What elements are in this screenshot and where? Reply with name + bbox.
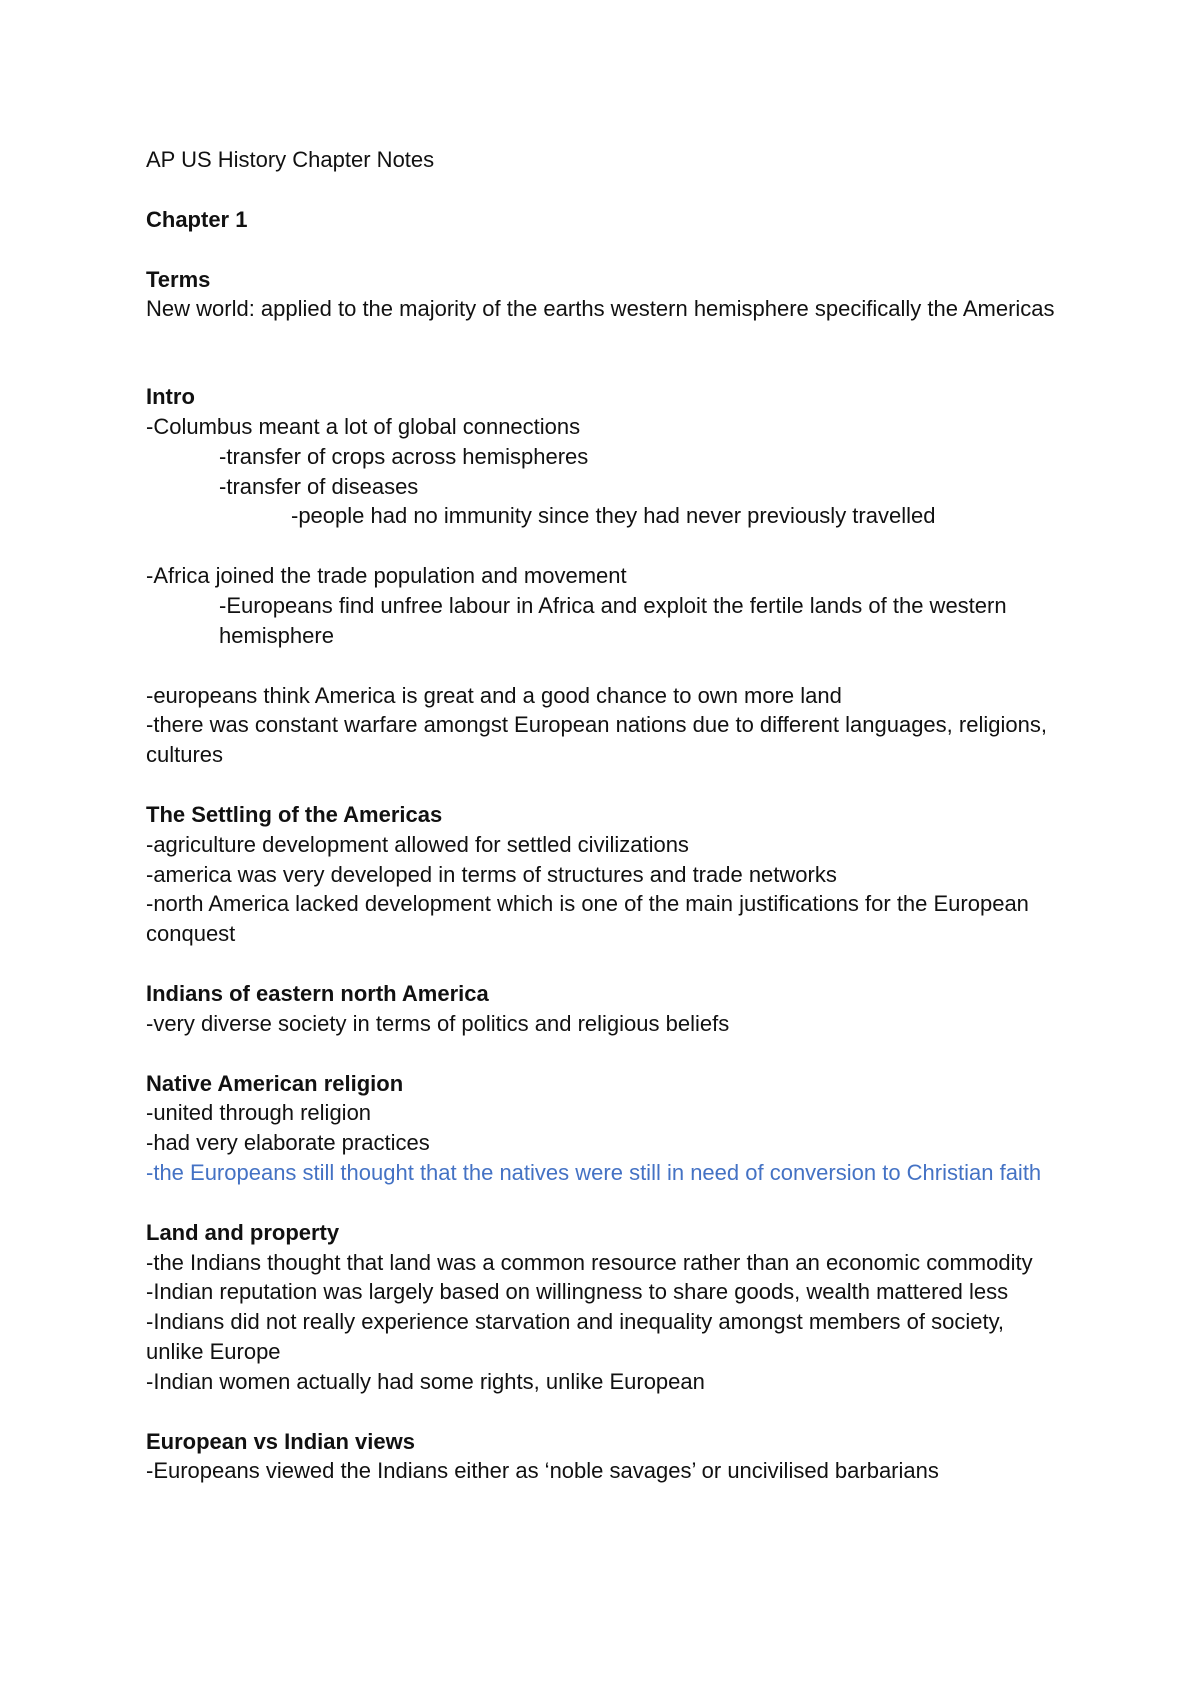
intro-heading: Intro (146, 384, 195, 410)
settling-item: -america was very developed in terms of structures and trade networks (146, 861, 837, 887)
document-page (146, 145, 1066, 1486)
land-item: -Indians did not really experience starvation and inequality amongst members of society, unlike Europe (146, 1309, 1005, 1364)
religion-item: -united through religion (146, 1100, 372, 1126)
intro-subline: -transfer of diseases (219, 473, 419, 499)
intro-line: -Africa joined the trade population and movement (146, 563, 627, 589)
terms-text: New world: applied to the majority of the earths western hemisphere specifically the Americas (146, 296, 1055, 322)
land-item: -the Indians thought that land was a common resource rather than an economic commodity (146, 1249, 1033, 1275)
intro-subline: -Europeans find unfree labour in Africa and exploit the fertile lands of the western hemisphere (219, 592, 1007, 648)
religion-item: -had very elaborate practices (146, 1130, 430, 1156)
views-heading: European vs Indian views (146, 1428, 415, 1454)
settling-heading: The Settling of the Americas (146, 801, 443, 827)
intro-subline: -transfer of crops across hemispheres (219, 443, 589, 469)
land-heading: Land and property (146, 1219, 340, 1245)
intro-line: -there was constant warfare amongst European nations due to different languages, religions, cultures (146, 712, 1047, 768)
settling-item: -north America lacked development which is one of the main justifications for the European conquest (146, 891, 1029, 947)
land-item: -Indian reputation was largely based on willingness to share goods, wealth mattered less (146, 1279, 1009, 1305)
religion-highlight: -the Europeans still thought that the natives were still in need of conversion to Christian faith (146, 1159, 1042, 1185)
chapter-heading: Chapter 1 (146, 206, 248, 232)
intro-line: -europeans think America is great and a good chance to own more land (146, 682, 842, 708)
intro-subsubline: -people had no immunity since they had never previously travelled (291, 503, 936, 529)
indians-east-item: -very diverse society in terms of politics and religious beliefs (146, 1010, 730, 1036)
intro-line: -Columbus meant a lot of global connections (146, 413, 581, 439)
religion-heading: Native American religion (146, 1070, 404, 1096)
terms-heading: Terms (146, 266, 211, 292)
indians-east-heading: Indians of eastern north America (146, 980, 489, 1006)
views-item: -Europeans viewed the Indians either as ‘noble savages’ or uncivilised barbarians (146, 1458, 939, 1484)
land-item: -Indian women actually had some rights, unlike European (146, 1368, 705, 1394)
document-title: AP US History Chapter Notes (146, 147, 435, 172)
settling-item: -agriculture development allowed for settled civilizations (146, 831, 689, 857)
